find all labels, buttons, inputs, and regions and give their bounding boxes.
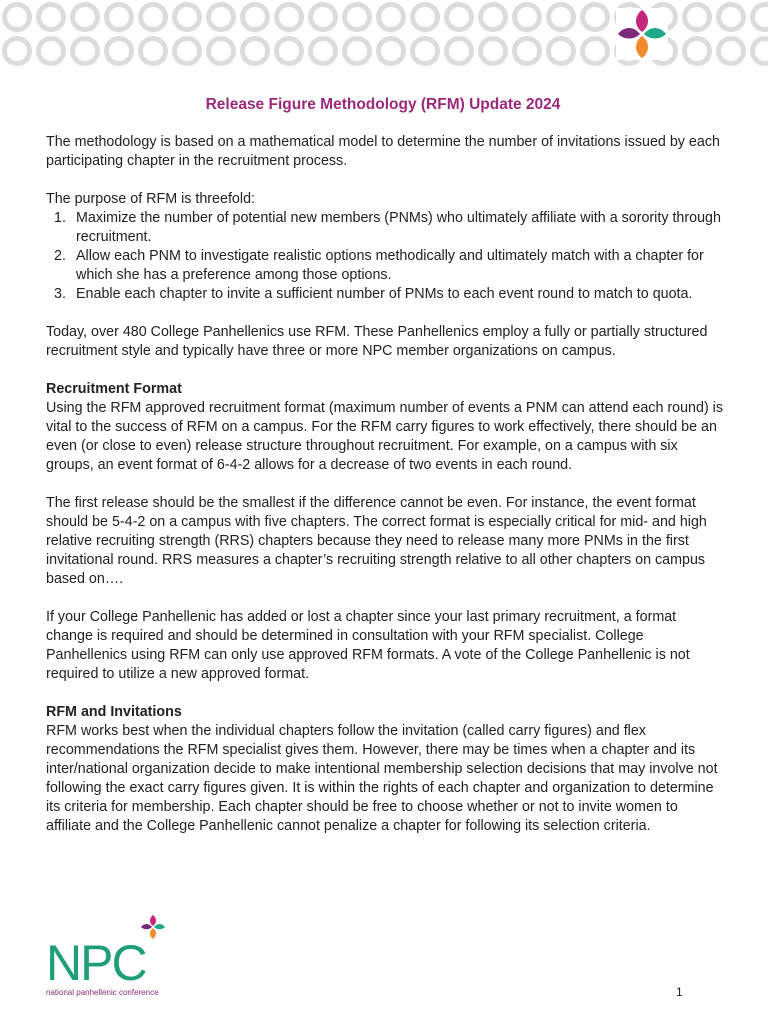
list-text: Allow each PNM to investigate realistic options methodically and ultimately match with a chapter for which she has a preference among those options.: [76, 248, 704, 283]
today-paragraph: Today, over 480 College Panhellenics use RFM. These Panhellenics employ a fully or partially structured recruitment style and typically have three or more NPC member organizations on campus.: [46, 324, 708, 359]
section-heading-rfm-invitations: RFM and Invitations: [46, 704, 182, 720]
purpose-lead: The purpose of RFM is threefold:: [46, 191, 255, 207]
page-title: Release Figure Methodology (RFM) Update 2024: [205, 96, 561, 113]
list-text: Enable each chapter to invite a sufficient number of PNMs to each event round to match to quota.: [76, 286, 693, 302]
intro-paragraph: The methodology is based on a mathematical model to determine the number of invitations issued by each participating chapter in the recruitment process.: [46, 134, 720, 169]
list-text: Maximize the number of potential new members (PNMs) who ultimately affiliate with a sorority through recruitment.: [76, 210, 721, 245]
page-number: 1: [676, 985, 683, 999]
npc-logo-text: NPC: [46, 935, 146, 991]
list-number: 2.: [54, 248, 66, 264]
recruitment-format-paragraph-1: Using the RFM approved recruitment format (maximum number of events a PNM can attend each round) is vital to the success of RFM on a campus. For the RFM carry figures to work effectively, there should be an even (or close to even) release structure throughout recruitment. For example, on a campus with six groups, an event format of 6-4-2 allows for a decrease of two events in each round.: [46, 400, 724, 473]
npc-logo-subtitle: national panhellenic conference: [46, 988, 159, 997]
list-number: 3.: [54, 286, 66, 302]
recruitment-format-paragraph-2: The first release should be the smallest if the difference cannot be even. For instance, the event format should be 5-4-2 on a campus with five chapters. The correct format is especially critical for mid- and high relative recruiting strength (RRS) chapters because they need to release many more PNMs in the first invitational round. RRS measures a chapter’s recruiting strength relative to all other chapters on campus based on….: [46, 495, 707, 587]
section-heading-recruitment-format: Recruitment Format: [46, 381, 182, 397]
list-item: [46, 285, 726, 304]
rfm-invitations-paragraph: RFM works best when the individual chapters follow the invitation (called carry figures) and flex recommendations the RFM specialist gives them. However, there may be times when a chapter and its inter/national organization decide to make intentional membership selection decisions that may involve not following the exact carry figures given. It is within the rights of each chapter and organization to determine its criteria for membership. Each chapter should be free to choose whether or not to invite women to affiliate and the College Panhellenic cannot penalize a chapter for following its selection criteria.: [46, 723, 718, 834]
list-item: [46, 209, 726, 247]
purpose-list: [46, 209, 726, 304]
npc-flower-icon: [612, 4, 672, 64]
list-number: 1.: [54, 210, 66, 226]
npc-footer-logo: [46, 910, 176, 1000]
document-body: [46, 95, 726, 855]
recruitment-format-paragraph-3: If your College Panhellenic has added or lost a chapter since your last primary recruitment, a format change is required and should be determined in consultation with your RFM specialist. College Panhellenics using RFM can only use approved RFM formats. A vote of the College Panhellenic is not required to utilize a new approved format.: [46, 609, 690, 682]
list-item: [46, 247, 726, 285]
